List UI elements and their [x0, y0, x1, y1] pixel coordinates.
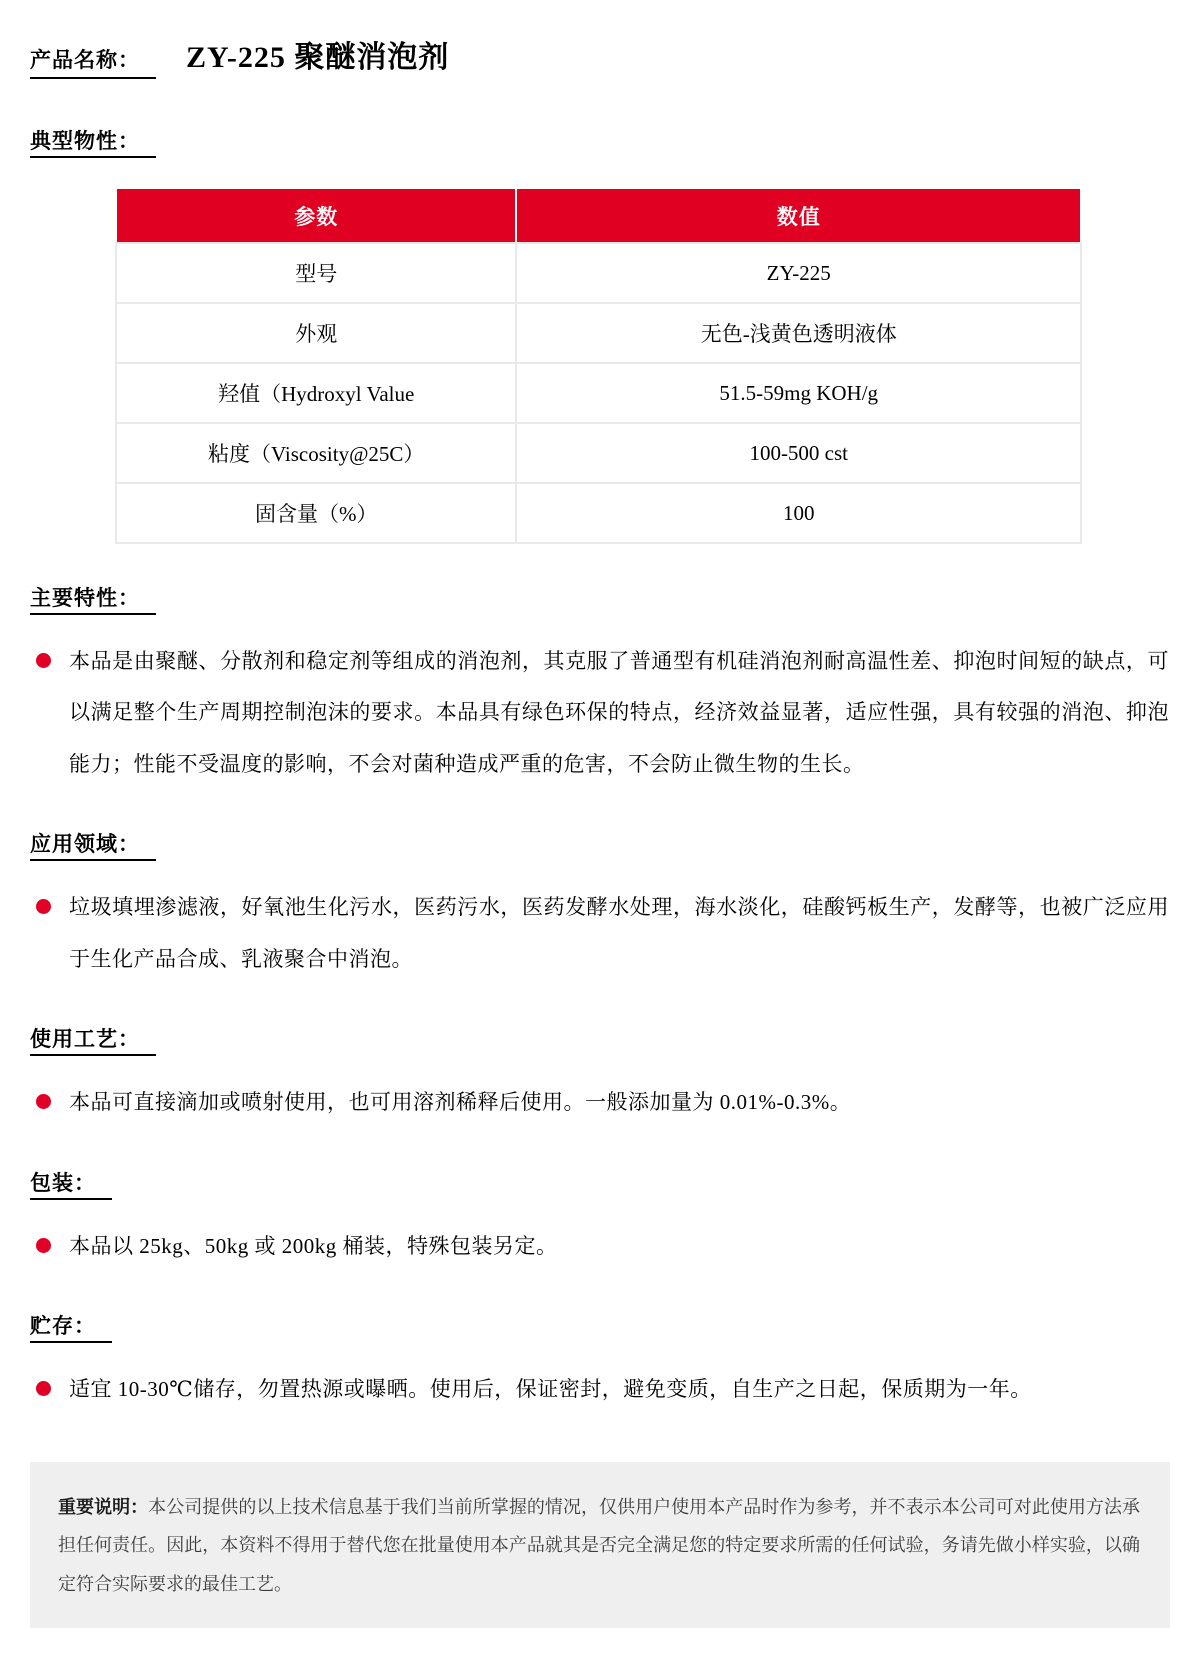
section-heading-features — [30, 582, 1170, 612]
table-row — [116, 423, 1081, 483]
section-heading-text: 包装： — [30, 1171, 112, 1200]
section-heading-text: 使用工艺： — [30, 1027, 156, 1056]
disclaimer-text: 本公司提供的以上技术信息基于我们当前所掌握的情况，仅供用户使用本产品时作为参考，并不表示本公司可对此使用方法承担任何责任。因此，本资料不得用于替代您在批量使用本产品就其是否完全满足您的特定要求所需的任何试验，务请先做小样实验，以确定符合实际要求的最佳工艺。 — [58, 1496, 1140, 1594]
product-title: ZY-225 聚醚消泡剂 — [186, 41, 450, 74]
bullet-dot-icon — [36, 899, 51, 914]
disclaimer-box — [30, 1462, 1170, 1628]
bullet-text: 本品是由聚醚、分散剂和稳定剂等组成的消泡剂，其克服了普通型有机硅消泡剂耐高温性差、抑泡时间短的缺点，可以满足整个生产周期控制泡沫的要求。本品具有绿色环保的特点，经济效益显著，适应性强，具有较强的消泡、抑泡能力；性能不受温度的影响，不会对菌种造成严重的危害，不会防止微生物的生长。 — [69, 649, 1169, 776]
bullet-item — [36, 1221, 1170, 1272]
table-row — [116, 243, 1081, 303]
table-row — [116, 363, 1081, 423]
parameter-cell: 粘度（Viscosity@25C） — [116, 423, 516, 483]
table-header-value: 数值 — [516, 188, 1081, 243]
product-name-label: 产品名称： — [30, 44, 156, 79]
value-cell: ZY-225 — [516, 243, 1081, 303]
table-row — [116, 483, 1081, 543]
sections-container — [30, 582, 1170, 1416]
section-heading-typical-properties — [30, 125, 1170, 155]
table-header-parameter: 参数 — [116, 188, 516, 243]
bullet-text: 适宜 10-30℃储存，勿置热源或曝晒。使用后，保证密封，避免变质，自生产之日起，保质期为一年。 — [69, 1377, 1032, 1402]
bullet-item — [36, 1364, 1170, 1415]
parameter-cell: 型号 — [116, 243, 516, 303]
disclaimer-label: 重要说明： — [58, 1496, 149, 1517]
section-heading-usage — [30, 1023, 1170, 1053]
bullet-text: 本品以 25kg、50kg 或 200kg 桶装，特殊包装另定。 — [69, 1233, 558, 1258]
bullet-dot-icon — [36, 653, 51, 668]
parameter-cell: 外观 — [116, 303, 516, 363]
section-heading-applications — [30, 828, 1170, 858]
bullet-dot-icon — [36, 1238, 51, 1253]
value-cell: 100-500 cst — [516, 423, 1081, 483]
value-cell: 51.5-59mg KOH/g — [516, 363, 1081, 423]
parameter-cell: 固含量（%） — [116, 483, 516, 543]
bullet-text: 垃圾填埋渗滤液，好氧池生化污水，医药污水，医药发酵水处理，海水淡化，硅酸钙板生产，发酵等，也被广泛应用于生化产品合成、乳液聚合中消泡。 — [69, 895, 1169, 971]
value-cell: 无色-浅黄色透明液体 — [516, 303, 1081, 363]
section-heading-text: 贮存： — [30, 1314, 112, 1343]
table-header-row — [116, 188, 1081, 243]
bullet-item — [36, 882, 1170, 985]
bullet-item — [36, 1077, 1170, 1128]
parameter-cell: 羟值（Hydroxyl Value — [116, 363, 516, 423]
section-heading-text: 主要特性： — [30, 586, 156, 615]
properties-table — [115, 187, 1082, 544]
bullet-dot-icon — [36, 1094, 51, 1109]
value-cell: 100 — [516, 483, 1081, 543]
bullet-text: 本品可直接滴加或喷射使用，也可用溶剂稀释后使用。一般添加量为 0.01%-0.3%。 — [69, 1090, 852, 1115]
table-row — [116, 303, 1081, 363]
title-row — [30, 32, 1170, 79]
section-heading-text: 典型物性： — [30, 129, 156, 158]
section-heading-packaging — [30, 1167, 1170, 1197]
section-heading-text: 应用领域： — [30, 832, 156, 861]
bullet-item — [36, 636, 1170, 790]
bullet-dot-icon — [36, 1381, 51, 1396]
section-heading-storage — [30, 1310, 1170, 1340]
